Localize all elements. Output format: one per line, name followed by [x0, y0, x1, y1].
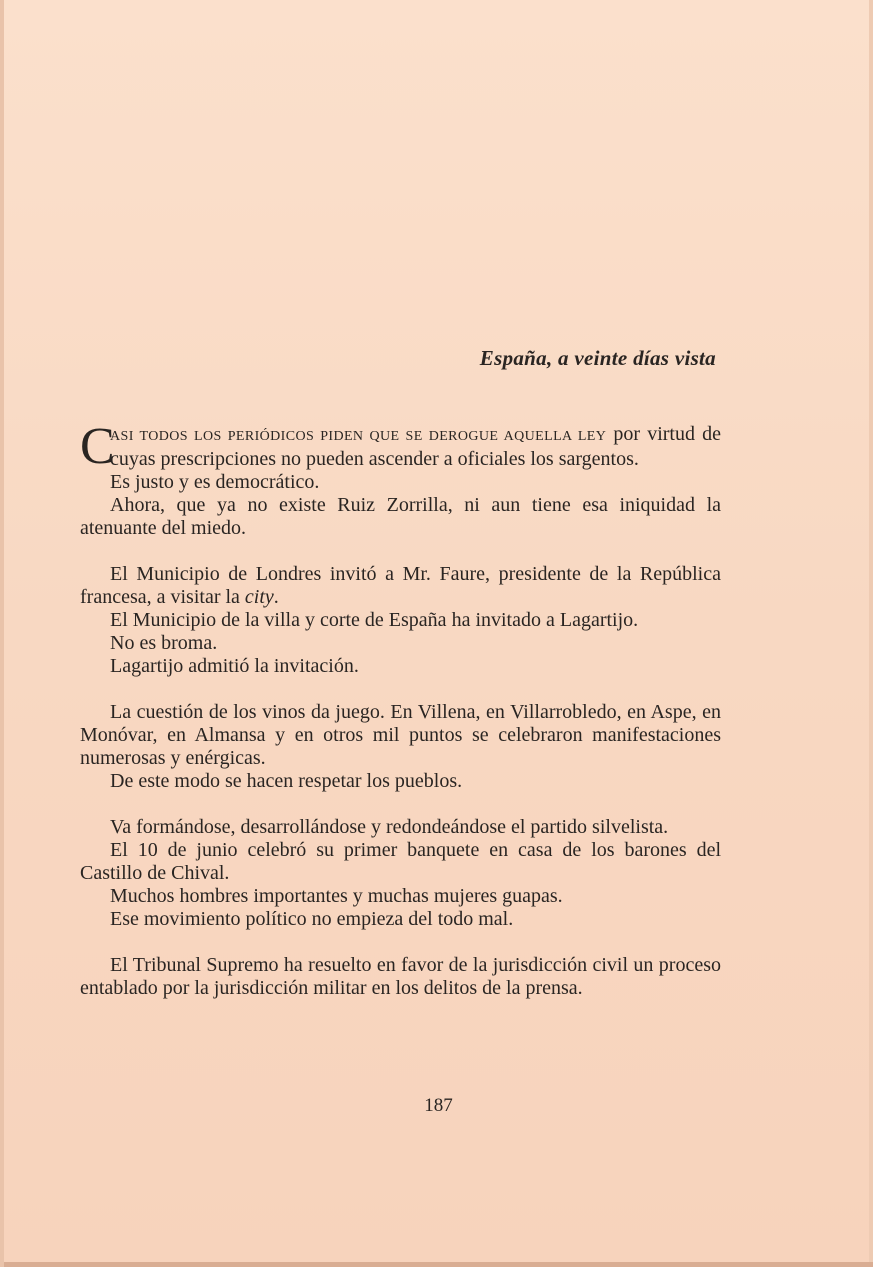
opening-smallcaps: ASI TODOS LOS PERIÓDICOS PIDEN QUE SE DEROGUE AQUELLA LEY — [110, 429, 607, 444]
paragraph: Ese movimiento político no empieza del todo mal. — [110, 908, 514, 930]
page-bottom-edge — [4, 1262, 873, 1267]
paragraph — [80, 563, 721, 609]
paragraph: Es justo y es democrático. — [110, 471, 320, 493]
page-number: 187 — [424, 1095, 453, 1116]
paragraph: Va formándose, desarrollándose y redondeándose el partido silvelista. — [110, 816, 669, 838]
paragraph: Lagartijo admitió la invitación. — [110, 655, 359, 677]
text-run: . — [273, 586, 279, 608]
text-run: El Municipio de Londres invitó a Mr. Faure, presidente de la República francesa, a visitar la — [80, 563, 721, 608]
section-gap — [80, 931, 721, 954]
chapter-title: España, a veinte días vista — [479, 346, 716, 370]
italic-word: city — [244, 586, 274, 608]
section-gap — [80, 678, 721, 701]
body-text — [80, 418, 722, 1000]
paragraph: El 10 de junio celebró su primer banquete en casa de los barones del Castillo de Chival. — [80, 839, 721, 884]
paragraph: El Tribunal Supremo ha resuelto en favor de la jurisdicción civil un proceso entablado por la jurisdicción militar en los delitos de la prensa. — [80, 954, 721, 999]
paragraph: De este modo se hacen respetar los pueblos. — [110, 770, 463, 792]
paragraph: No es broma. — [110, 632, 218, 654]
drop-cap: C — [80, 418, 115, 475]
section-gap — [80, 540, 721, 563]
page-edge-shadow — [869, 0, 873, 1267]
section-gap — [80, 793, 721, 816]
paragraph: Muchos hombres importantes y muchas mujeres guapas. — [110, 885, 563, 907]
opening-paragraph — [80, 418, 722, 475]
opening-rest: por virtud de cuyas prescripciones no pueden ascender a oficiales los sargentos. — [110, 423, 722, 470]
paragraph: La cuestión de los vinos da juego. En Villena, en Villarrobledo, en Aspe, en Monóvar, en Almansa y en otros mil puntos se celebraron manifestaciones numerosas y enérgicas. — [80, 701, 721, 769]
paragraph: Ahora, que ya no existe Ruiz Zorrilla, ni aun tiene esa iniquidad la atenuante del miedo. — [80, 494, 721, 539]
paragraph: El Municipio de la villa y corte de España ha invitado a Lagartijo. — [110, 609, 639, 631]
